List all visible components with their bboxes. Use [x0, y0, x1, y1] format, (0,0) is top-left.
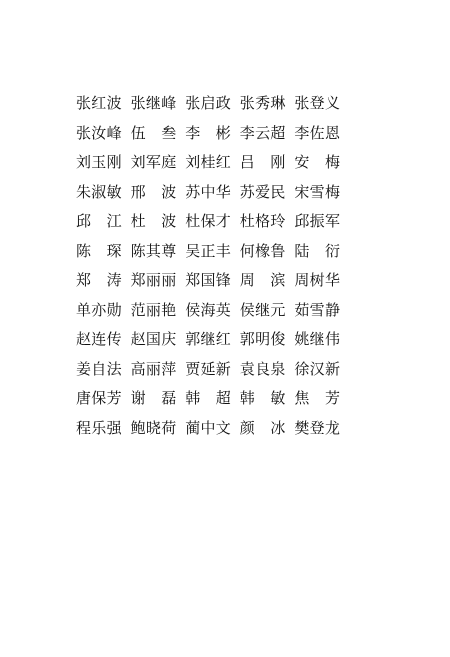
name-entry: 李云超 [239, 123, 286, 142]
name-entry: 贾延新 [185, 359, 232, 378]
name-entry: 杜保才 [185, 212, 232, 231]
name-entry: 吕 刚 [239, 153, 286, 172]
name-entry: 苏爱民 [239, 182, 286, 201]
name-row [76, 354, 376, 384]
name-entry: 姜自法 [76, 359, 122, 378]
name-entry: 安 梅 [294, 153, 341, 172]
name-row [76, 383, 376, 413]
name-entry: 蔺中文 [185, 418, 232, 437]
name-row [76, 295, 376, 325]
name-entry: 邱 江 [76, 212, 122, 231]
name-entry: 宋雪梅 [294, 182, 341, 201]
name-entry: 陆 衍 [294, 241, 341, 260]
name-entry: 张汝峰 [76, 123, 122, 142]
name-row [76, 324, 376, 354]
name-entry: 周 滨 [239, 271, 286, 290]
name-entry: 伍 叁 [130, 123, 177, 142]
name-entry: 郭继红 [185, 330, 232, 349]
name-row [76, 177, 376, 207]
name-entry: 颜 冰 [239, 418, 286, 437]
name-entry: 侯继元 [239, 300, 286, 319]
name-entry: 范丽艳 [130, 300, 177, 319]
name-entry: 郭明俊 [239, 330, 286, 349]
name-entry: 李佐恩 [294, 123, 341, 142]
name-entry: 侯海英 [185, 300, 232, 319]
name-entry: 刘桂红 [185, 153, 232, 172]
name-entry: 刘玉刚 [76, 153, 122, 172]
name-entry: 李 彬 [185, 123, 232, 142]
name-row [76, 265, 376, 295]
name-entry: 郑 涛 [76, 271, 122, 290]
name-entry: 张秀琳 [239, 94, 286, 113]
name-row [76, 118, 376, 148]
name-row [76, 88, 376, 118]
name-entry: 焦 芳 [294, 389, 341, 408]
name-entry: 单亦勋 [76, 300, 122, 319]
name-entry: 姚继伟 [294, 330, 341, 349]
name-entry: 程乐强 [76, 418, 122, 437]
name-entry: 樊登龙 [294, 418, 341, 437]
name-entry: 张继峰 [130, 94, 177, 113]
name-row [76, 413, 376, 443]
name-row [76, 147, 376, 177]
name-entry: 陈其尊 [130, 241, 177, 260]
name-entry: 朱淑敏 [76, 182, 122, 201]
name-entry: 刘军庭 [130, 153, 177, 172]
name-entry: 唐保芳 [76, 389, 122, 408]
name-entry: 袁良泉 [239, 359, 286, 378]
name-row [76, 206, 376, 236]
name-entry: 吴正丰 [185, 241, 232, 260]
name-entry: 陈 琛 [76, 241, 122, 260]
name-entry: 周树华 [294, 271, 341, 290]
name-entry: 郑丽丽 [130, 271, 177, 290]
name-entry: 鲍晓荷 [130, 418, 177, 437]
name-entry: 张登义 [294, 94, 341, 113]
name-entry: 赵国庆 [130, 330, 177, 349]
name-entry: 杜格玲 [239, 212, 286, 231]
name-entry: 邱振军 [294, 212, 341, 231]
name-entry: 张红波 [76, 94, 122, 113]
name-entry: 郑国锋 [185, 271, 232, 290]
name-entry: 张启政 [185, 94, 232, 113]
name-entry: 韩 敏 [239, 389, 286, 408]
name-row [76, 236, 376, 266]
name-entry: 苏中华 [185, 182, 232, 201]
name-entry: 高丽萍 [130, 359, 177, 378]
name-entry: 韩 超 [185, 389, 232, 408]
name-entry: 杜 波 [130, 212, 177, 231]
name-entry: 谢 磊 [130, 389, 177, 408]
name-list [76, 88, 376, 442]
name-entry: 茹雪静 [294, 300, 341, 319]
name-entry: 邢 波 [130, 182, 177, 201]
name-entry: 徐汉新 [294, 359, 341, 378]
name-entry: 何橡鲁 [239, 241, 286, 260]
name-entry: 赵连传 [76, 330, 122, 349]
